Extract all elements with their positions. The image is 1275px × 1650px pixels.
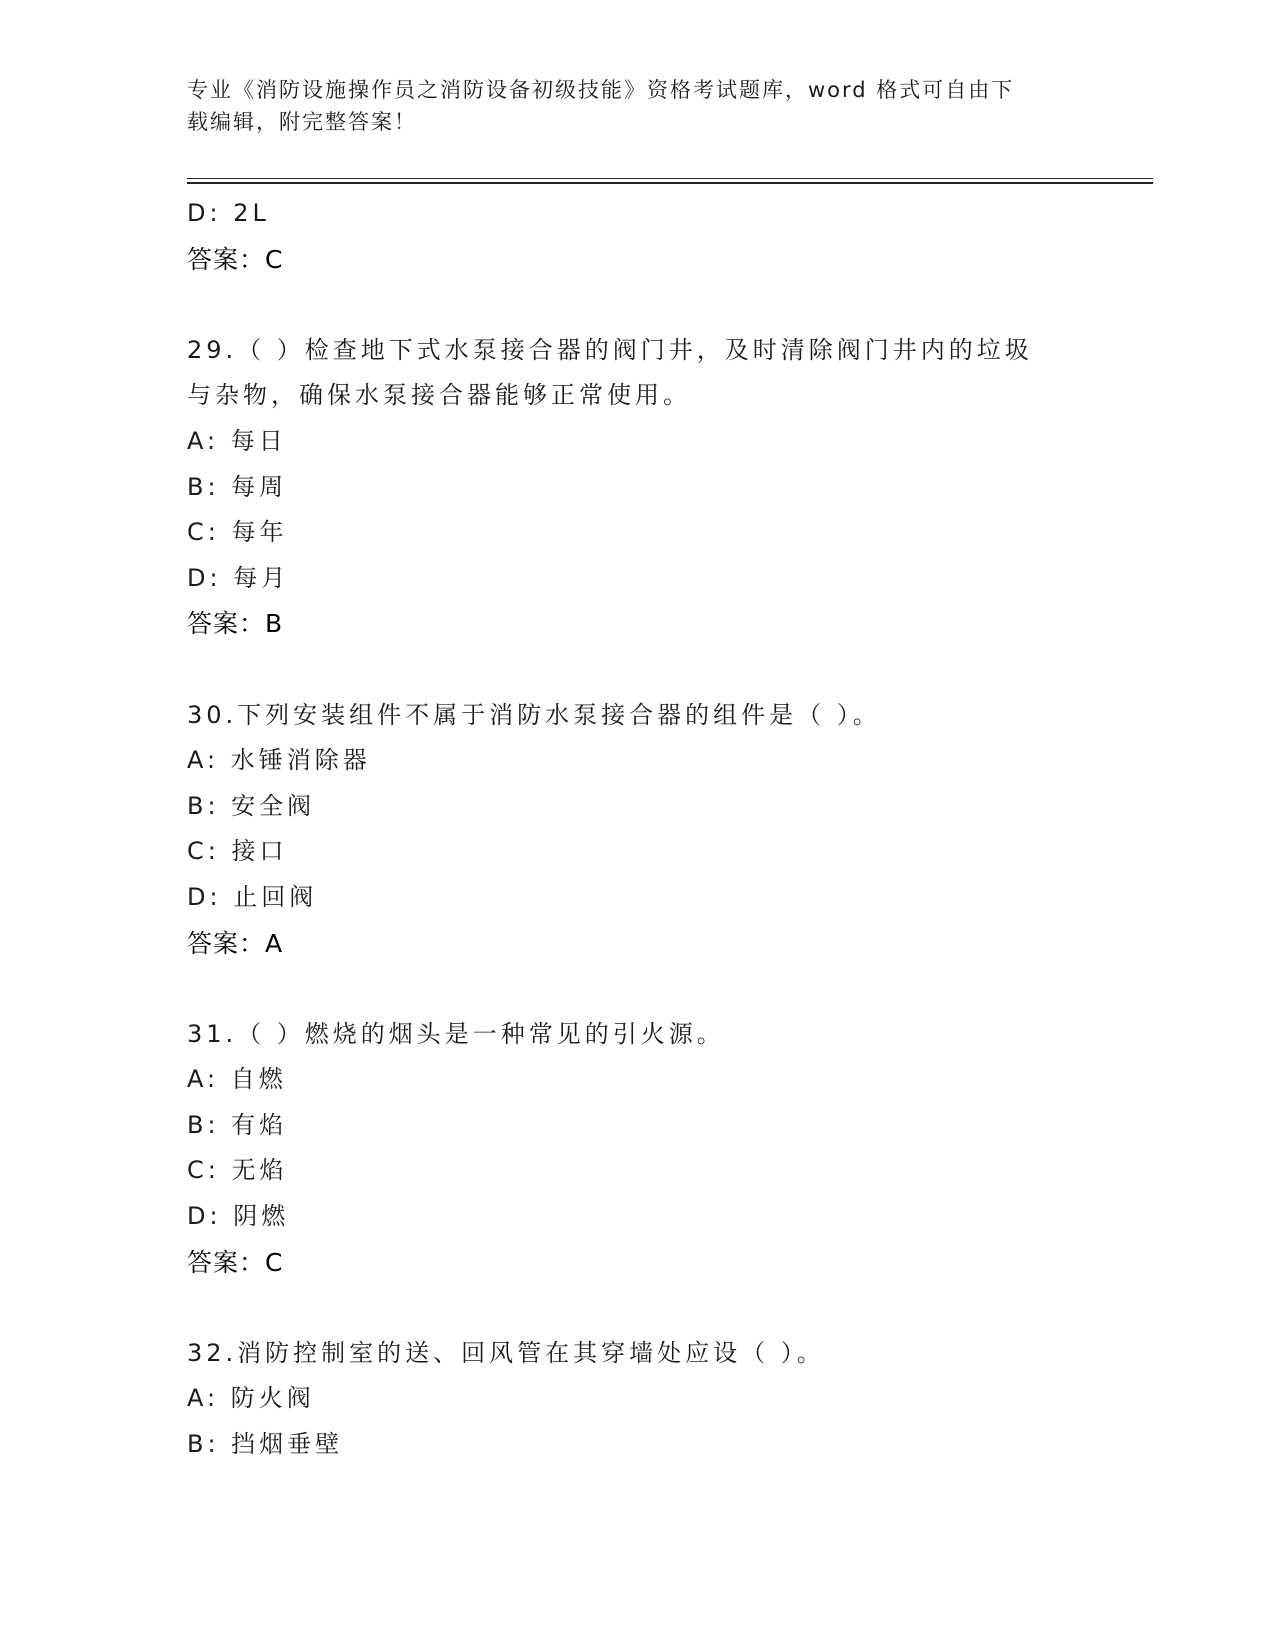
question-30-option-c: C: 接口 [187, 837, 288, 866]
question-29-option-b: B: 每周 [187, 472, 288, 501]
question-29-text-line-1: 29.（ ）检查地下式水泵接合器的阀门井，及时清除阀门井内的垃圾 [187, 335, 1033, 364]
document-header [187, 74, 1067, 138]
question-29-option-d: D: 每月 [187, 563, 290, 592]
question-31-answer: 答案：C [187, 1247, 284, 1277]
question-30-option-d: D: 止回阀 [187, 882, 318, 911]
question-list [187, 191, 1087, 1468]
spacer [187, 647, 1087, 693]
header-line-2: 载编辑，附完整答案！ [187, 110, 417, 134]
spacer [187, 282, 1087, 328]
question-30-text: 30.下列安装组件不属于消防水泵接合器的组件是（ ）。 [187, 700, 881, 729]
header-rule-thick [187, 182, 1153, 184]
question-31-option-a: A: 自燃 [187, 1065, 287, 1094]
question-31-text: 31.（ ）燃烧的烟头是一种常见的引火源。 [187, 1019, 725, 1048]
answer-label: 答案：C [187, 244, 284, 274]
question-30-option-b: B: 安全阀 [187, 791, 316, 820]
question-29-answer: 答案：B [187, 609, 284, 639]
header-rule-thin [187, 178, 1153, 179]
question-32-option-b: B: 挡烟垂壁 [187, 1430, 344, 1459]
option-d: D: 2L [187, 199, 270, 227]
question-32-text: 32.消防控制室的送、回风管在其穿墙处应设（ ）。 [187, 1338, 825, 1367]
question-29-option-a: A: 每日 [187, 426, 287, 455]
question-31-option-b: B: 有焰 [187, 1110, 288, 1139]
question-31-option-c: C: 无焰 [187, 1156, 288, 1185]
header-line-1: 专业《消防设施操作员之消防设备初级技能》资格考试题库，word 格式可自由下 [187, 78, 1015, 102]
question-30-option-a: A: 水锤消除器 [187, 746, 371, 775]
spacer [187, 966, 1087, 1012]
question-31-option-d: D: 阴燃 [187, 1202, 290, 1231]
question-29-option-c: C: 每年 [187, 518, 288, 547]
spacer [187, 1285, 1087, 1331]
question-30-answer: 答案：A [187, 928, 284, 958]
question-29-text-line-2: 与杂物，确保水泵接合器能够正常使用。 [187, 381, 691, 410]
question-32-option-a: A: 防火阀 [187, 1384, 315, 1413]
